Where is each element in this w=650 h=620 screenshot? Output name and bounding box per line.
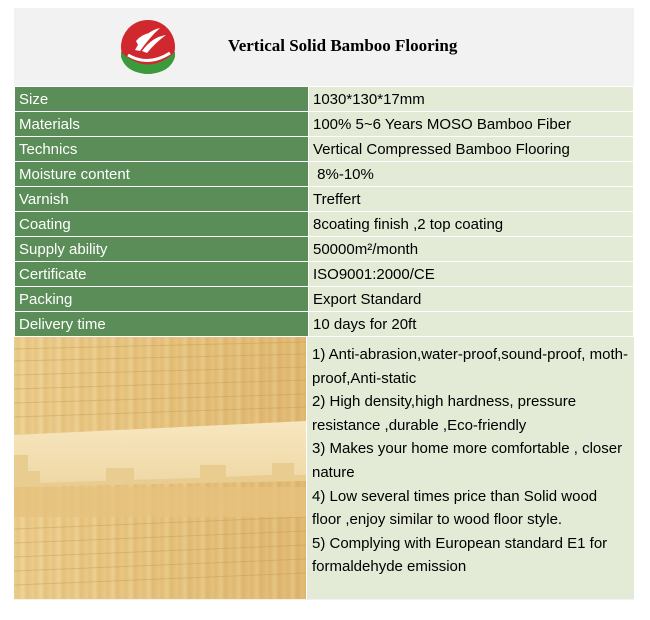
table-row (15, 237, 634, 262)
table-row (15, 137, 634, 162)
spec-label: Size (15, 87, 309, 112)
list-item: 1) Anti-abrasion,water-proof,sound-proof, moth-proof,Anti-static (312, 346, 628, 387)
spec-label: Supply ability (15, 237, 309, 262)
spec-label: Varnish (15, 187, 309, 212)
spec-value: 100% 5~6 Years MOSO Bamboo Fiber (309, 112, 634, 137)
spec-label: Packing (15, 287, 309, 312)
table-row (15, 287, 634, 312)
table-row (15, 112, 634, 137)
table-row (15, 212, 634, 237)
table-row (15, 87, 634, 112)
list-item: 4) Low several times price than Solid wood floor ,enjoy similar to wood floor style. (312, 487, 598, 529)
list-item: 2) High density,high hardness, pressure resistance ,durable ,Eco-friendly (312, 393, 577, 434)
spec-value: 8%-10% (309, 162, 634, 187)
spec-value: 50000m²/month (309, 237, 634, 262)
table-row (15, 187, 634, 212)
header (14, 8, 634, 86)
spec-value: Export Standard (309, 287, 634, 312)
spec-label: Coating (15, 212, 309, 237)
table-row (15, 262, 634, 287)
spec-value: ISO9001:2000/CE (309, 262, 634, 287)
list-item: 5) Complying with European standard E1 for formaldehyde emission (312, 534, 608, 576)
spec-label: Moisture content (15, 162, 309, 187)
spec-label: Technics (15, 137, 309, 162)
table-row (15, 162, 634, 187)
spec-table (14, 86, 634, 337)
spec-value: 8coating finish ,2 top coating (309, 212, 634, 237)
feature-list (306, 337, 634, 599)
spec-value: Vertical Compressed Bamboo Flooring (309, 137, 634, 162)
spec-value: 10 days for 20ft (309, 312, 634, 337)
spec-value: 1030*130*17mm (309, 87, 634, 112)
bamboo-plank-image (14, 337, 306, 599)
spec-label: Materials (15, 112, 309, 137)
spec-value: Treffert (309, 187, 634, 212)
list-item: 3) Makes your home more comfortable , closer nature (312, 440, 623, 481)
table-row (15, 312, 634, 337)
spec-label: Certificate (15, 262, 309, 287)
bamboo-leaf-logo-icon (120, 19, 176, 75)
spec-label: Delivery time (15, 312, 309, 337)
product-detail (14, 337, 634, 599)
page-title: Vertical Solid Bamboo Flooring (228, 36, 458, 55)
